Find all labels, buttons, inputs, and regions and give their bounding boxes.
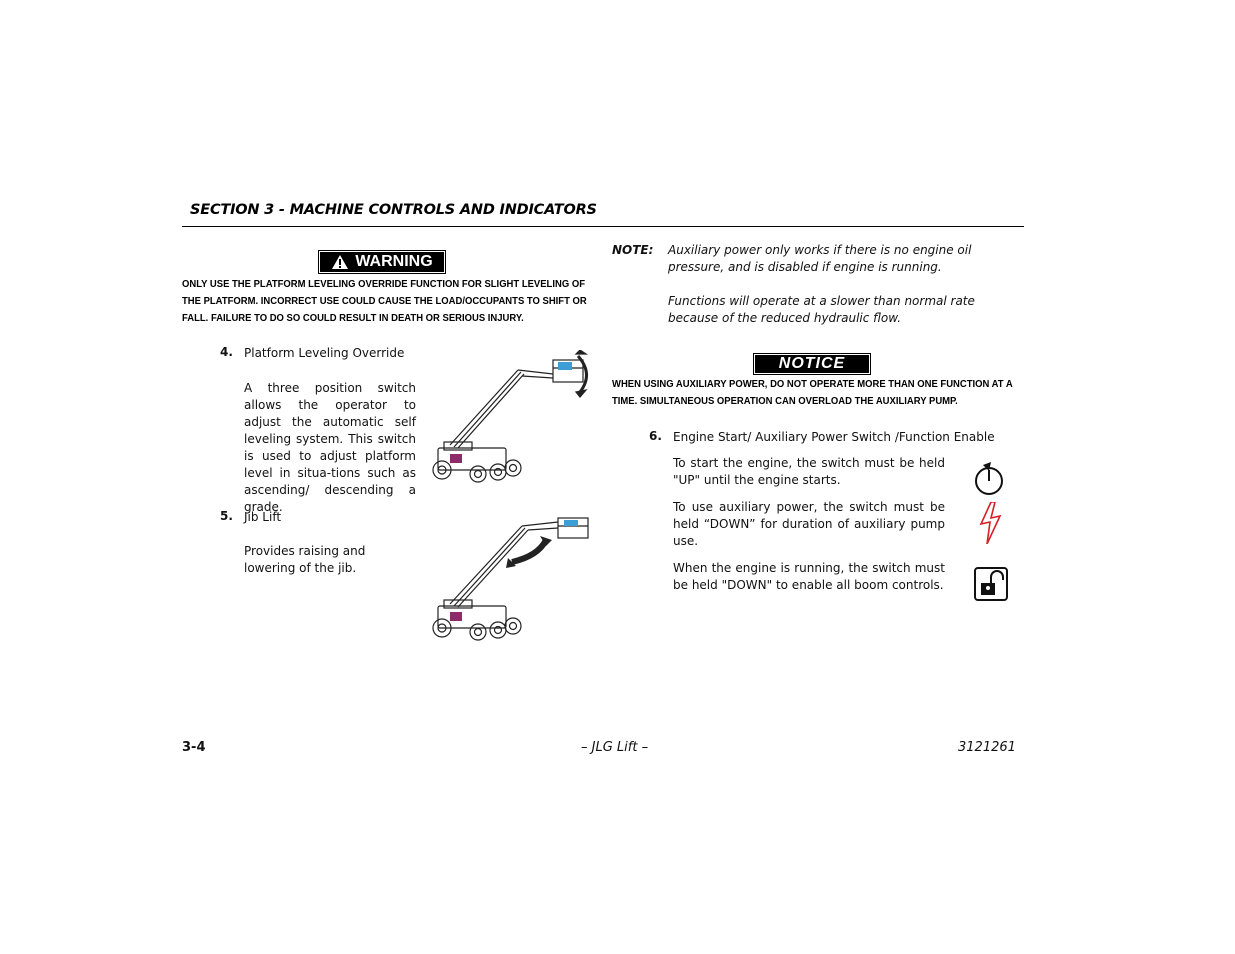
lightning-bolt-icon — [978, 502, 1002, 544]
item-paragraph: A three position switch allows the operator to adjust the automatic self leveling system. This switch is used to adjust platform level in situa-tions such as ascending/ descending a grade. — [244, 381, 416, 514]
item-number: 6. — [649, 429, 662, 443]
note-text-2: Functions will operate at a slower than normal rate because of the reduced hydraulic flow. — [668, 294, 975, 325]
platform-leveling-illustration — [428, 350, 594, 488]
engine-start-icon — [972, 461, 1006, 497]
jib-lift-illustration — [428, 514, 594, 646]
warning-badge — [318, 250, 446, 274]
item-number: 5. — [220, 509, 233, 523]
note-text-1: Auxiliary power only works if there is no engine oil pressure, and is disabled if engine is running. — [668, 243, 972, 274]
item-title: Engine Start/ Auxiliary Power Switch /Function Enable — [673, 430, 995, 444]
warning-label: WARNING — [355, 253, 433, 270]
notice-text: WHEN USING AUXILIARY POWER, DO NOT OPERATE MORE THAN ONE FUNCTION AT A TIME. SIMULTANEOUS OPERATION CAN OVERLOAD THE AUXILIARY PUMP. — [612, 379, 1013, 407]
header-rule — [182, 226, 1024, 227]
function-enable-text: When the engine is running, the switch must be held "DOWN" to enable all boom controls. — [673, 561, 945, 592]
item-title: Platform Leveling Override — [244, 346, 405, 360]
item-title: Jib Lift — [244, 510, 282, 524]
note-label: NOTE: — [612, 243, 654, 257]
aux-power-text: To use auxiliary power, the switch must be held “DOWN” for duration of auxiliary pump use. — [673, 500, 945, 548]
footer-center: – JLG Lift – — [581, 740, 649, 755]
item-paragraph: Provides raising and lowering of the jib. — [244, 544, 366, 575]
section-title: SECTION 3 - MACHINE CONTROLS AND INDICATORS — [190, 202, 597, 218]
notice-badge: NOTICE — [753, 353, 871, 375]
warning-triangle-icon — [331, 254, 349, 270]
engine-start-text: To start the engine, the switch must be held "UP" until the engine starts. — [673, 456, 945, 487]
page-number: 3-4 — [182, 740, 206, 755]
warning-text: ONLY USE THE PLATFORM LEVELING OVERRIDE FUNCTION FOR SLIGHT LEVELING OF THE PLATFORM. INCORRECT USE COULD CAUSE THE LOAD/OCCUPANTS TO SHIFT OR FALL. FAILURE TO DO SO COULD RESULT IN DEATH OR SERIOUS INJURY. — [182, 279, 587, 324]
item-number: 4. — [220, 345, 233, 359]
unlock-icon — [973, 566, 1009, 602]
doc-number: 3121261 — [958, 740, 1016, 755]
